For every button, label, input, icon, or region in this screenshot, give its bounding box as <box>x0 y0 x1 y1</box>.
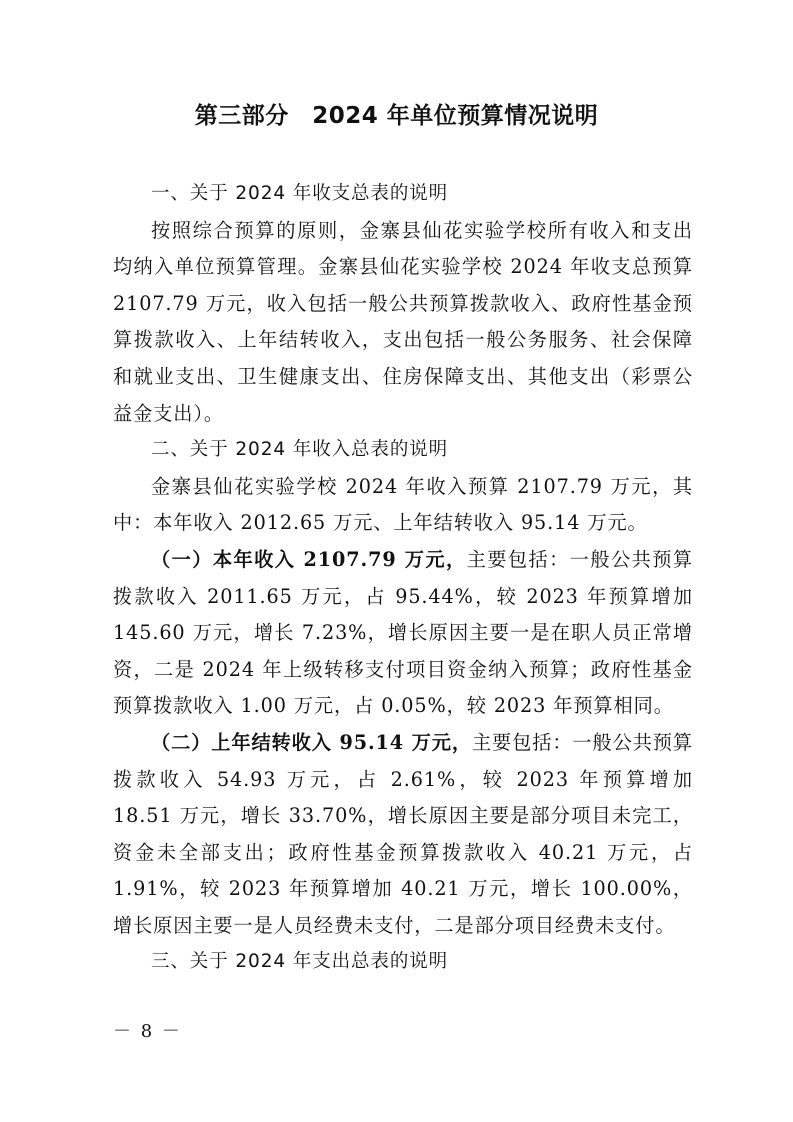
document-body <box>113 176 693 981</box>
page-number: － 8 － <box>113 1021 182 1042</box>
subsection-text: 主要包括：一般公共预算拨款收入 54.93 万元，占 2.61%，较 2023 年预算增加 18.51 万元，增长 33.70%，增长原因主要是部分项目未完工，资金未全部支出；政府性基金预算拨款收入 40.21 万元，占 1.91%，较 2023 年预算增加 40.21 万元，增长 100.00%，增长原因主要一是人员经费未支付，二是部分项目经费未支付。 <box>113 730 693 937</box>
body-paragraph: 按照综合预算的原则，金寨县仙花实验学校所有收入和支出均纳入单位预算管理。金寨县仙花实验学校 2024 年收支总预算 2107.79 万元，收入包括一般公共预算拨款收入、政府性基金预算拨款收入、上年结转收入，支出包括一般公务服务、社会保障和就业支出、卫生健康支出、住房保障支出、其他支出（彩票公益金支出）。 <box>113 218 693 425</box>
subsection-heading: （一）本年收入 2107.79 万元， <box>151 547 467 571</box>
subsection-paragraph <box>113 725 693 945</box>
subsection-text: 主要包括：一般公共预算拨款收入 2011.65 万元，占 95.44%，较 2023 年预算增加 145.60 万元，增长 7.23%，增长原因主要一是在职人员正常增资，二是 2024 年上级转移支付项目资金纳入预算；政府性基金预算拨款收入 1.00 万元，占 0.05%，较 2023 年预算相同。 <box>113 547 693 718</box>
subsection-heading: （二）上年结转收入 95.14 万元， <box>151 730 472 754</box>
subsection-paragraph <box>113 542 693 725</box>
section-heading: 一、关于 2024 年收支总表的说明 <box>151 183 449 204</box>
page-title: 第三部分 2024 年单位预算情况说明 <box>194 103 599 129</box>
section-heading: 三、关于 2024 年支出总表的说明 <box>151 951 449 973</box>
body-paragraph: 金寨县仙花实验学校 2024 年收入预算 2107.79 万元，其中：本年收入 2012.65 万元、上年结转收入 95.14 万元。 <box>113 474 693 535</box>
section-heading: 二、关于 2024 年收入总表的说明 <box>151 439 449 461</box>
